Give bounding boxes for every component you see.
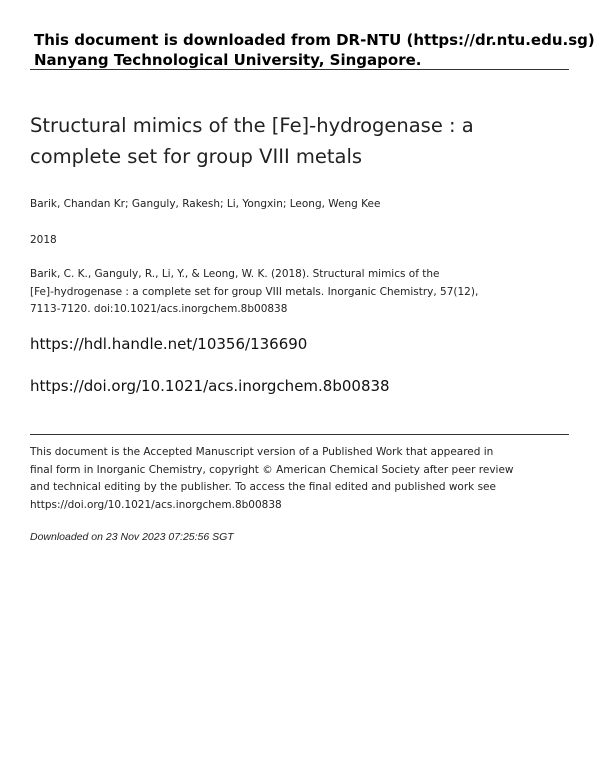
notice-line-3: and technical editing by the publisher. To access the final edited and published work see bbox=[30, 481, 496, 493]
notice-doi-link[interactable]: https://doi.org/10.1021/acs.inorgchem.8b00838 bbox=[30, 498, 282, 511]
notice-line-1: This document is the Accepted Manuscript version of a Published Work that appeared in bbox=[30, 446, 494, 458]
authors: Barik, Chandan Kr; Ganguly, Rakesh; Li, Yongxin; Leong, Weng Kee bbox=[30, 198, 381, 210]
section-divider bbox=[30, 434, 569, 435]
download-timestamp: Downloaded on 23 Nov 2023 07:25:56 SGT bbox=[30, 531, 234, 543]
citation bbox=[30, 266, 479, 319]
header-institution-line: Nanyang Technological University, Singapore. bbox=[34, 51, 422, 69]
header-divider bbox=[30, 69, 569, 70]
notice-line-2: final form in Inorganic Chemistry, copyright © American Chemical Society after peer review bbox=[30, 463, 514, 476]
citation-line-1: Barik, C. K., Ganguly, R., Li, Y., & Leong, W. K. (2018). Structural mimics of the bbox=[30, 268, 440, 280]
handle-link[interactable]: https://hdl.handle.net/10356/136690 bbox=[30, 335, 308, 353]
citation-line-2: [Fe]-hydrogenase : a complete set for group VIII metals. Inorganic Chemistry, 57(12), bbox=[30, 285, 479, 298]
title-line-2: complete set for group VIII metals bbox=[30, 145, 363, 168]
publication-year: 2018 bbox=[30, 234, 57, 246]
document-title bbox=[30, 110, 510, 172]
header-source-line: This document is downloaded from DR-NTU (https://dr.ntu.edu.sg) bbox=[34, 31, 595, 49]
repository-header bbox=[34, 30, 595, 70]
citation-line-3: 7113-7120. doi:10.1021/acs.inorgchem.8b00838 bbox=[30, 303, 288, 315]
copyright-notice bbox=[30, 444, 514, 514]
doi-link[interactable]: https://doi.org/10.1021/acs.inorgchem.8b00838 bbox=[30, 377, 390, 395]
title-line-1: Structural mimics of the [Fe]-hydrogenase : a bbox=[30, 114, 474, 137]
